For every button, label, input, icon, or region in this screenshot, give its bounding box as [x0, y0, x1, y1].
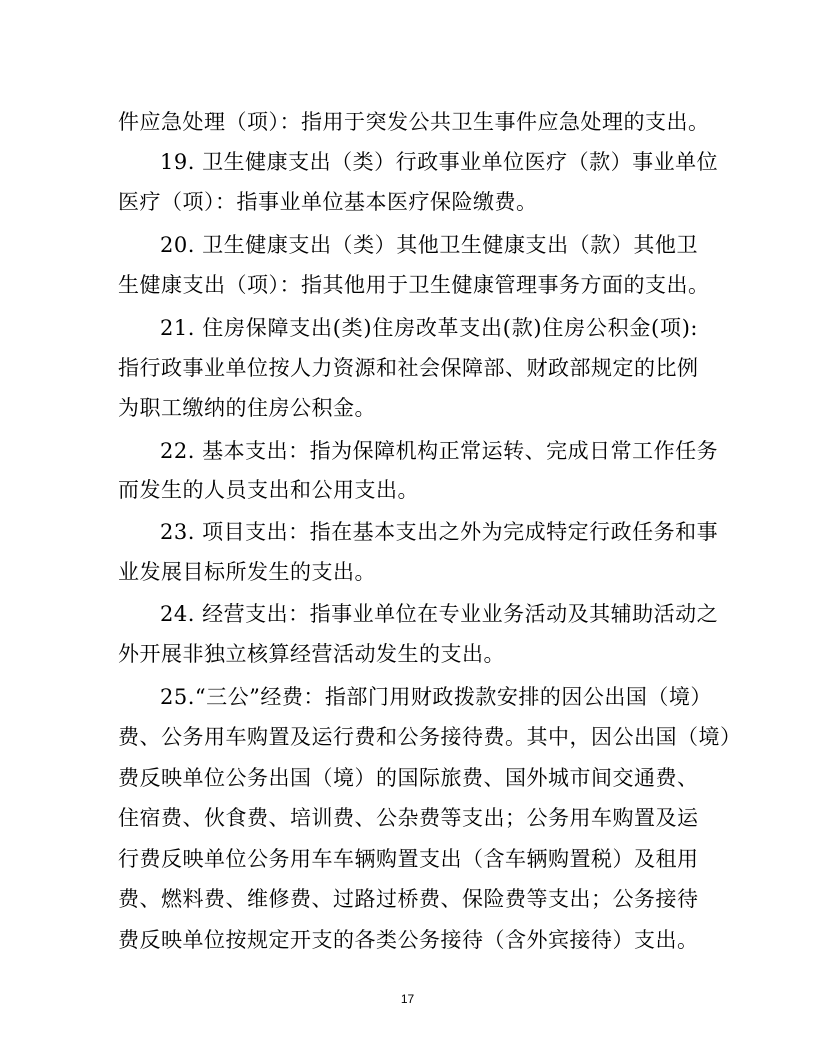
page-number: 17 — [400, 992, 415, 1006]
text-line: 生健康支出（项）：指其他用于卫生健康管理事务方面的支出。 — [118, 273, 710, 297]
text-line: 指行政事业单位按人力资源和社会保障部、财政部规定的比例 — [118, 356, 699, 380]
text-line: 住宿费、伙食费、培训费、公杂费等支出；公务用车购置及运 — [118, 806, 699, 830]
text-line: 23. 项目支出：指在基本支出之外为完成特定行政任务和事 — [160, 520, 719, 544]
text-line: 22. 基本支出：指为保障机构正常运转、完成日常工作任务 — [160, 439, 719, 463]
text-line: 件应急处理（项）：指用于突发公共卫生事件应急处理的支出。 — [118, 110, 710, 134]
text-line: 费反映单位公务出国（境）的国际旅费、国外城市间交通费、 — [118, 766, 699, 790]
text-line: 为职工缴纳的住房公积金。 — [118, 396, 376, 420]
text-line: 费反映单位按规定开支的各类公务接待（含外宾接待）支出。 — [118, 928, 699, 952]
text-line: 25.“三公”经费：指部门用财政拨款安排的因公出国（境） — [160, 685, 712, 709]
text-line: 费、燃料费、维修费、过路过桥费、保险费等支出；公务接待 — [118, 887, 699, 911]
text-line: 24. 经营支出：指事业单位在专业业务活动及其辅助活动之 — [160, 602, 719, 626]
text-line: 医疗（项）：指事业单位基本医疗保险缴费。 — [118, 190, 538, 214]
text-line: 21. 住房保障支出(类)住房改革支出(款)住房公积金(项): — [160, 316, 698, 340]
text-line: 行费反映单位公务用车车辆购置支出（含车辆购置税）及租用 — [118, 847, 699, 871]
text-line: 而发生的人员支出和公用支出。 — [118, 478, 419, 502]
text-line: 19. 卫生健康支出（类）行政事业单位医疗（款）事业单位 — [160, 150, 719, 174]
text-line: 20. 卫生健康支出（类）其他卫生健康支出（款）其他卫 — [160, 233, 698, 257]
text-line: 外开展非独立核算经营活动发生的支出。 — [118, 642, 505, 666]
text-line: 费、公务用车购置及运行费和公务接待费。其中，因公出国（境） — [118, 725, 742, 749]
text-line: 业发展目标所发生的支出。 — [118, 560, 376, 584]
